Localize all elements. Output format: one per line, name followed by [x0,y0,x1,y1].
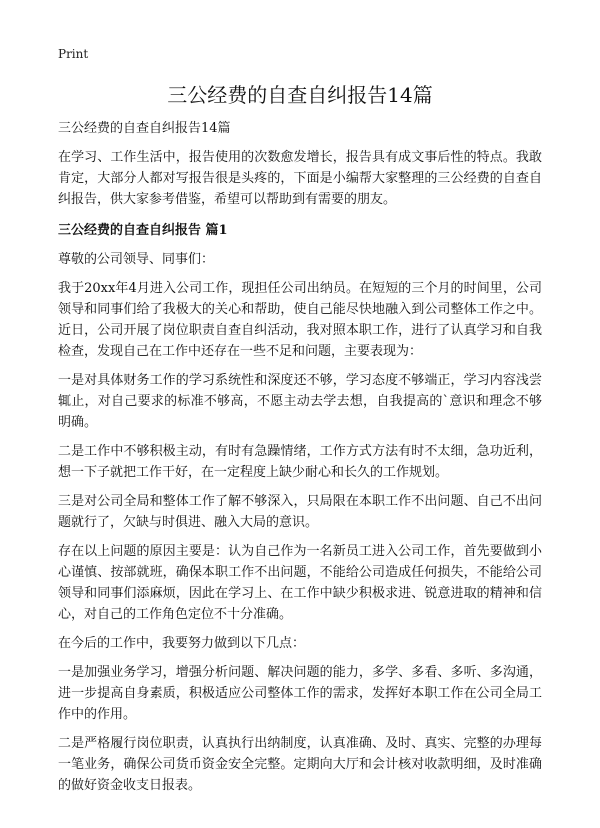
body-paragraph: 一是加强业务学习，增强分析问题、解决问题的能力，多学、多看、多听、多沟通，进一步提高自身素质，积极适应公司整体工作的需求，发挥好本职工作在公司全局工作中的作用。 [58,665,542,722]
body-paragraph: 存在以上问题的原因主要是：认为自己作为一名新员工进入公司工作，首先要做到小心谨慎、按部就班，确保本职工作不出问题，不能给公司造成任何损失，不能给公司领导和同事们添麻烦，因此在学习上、在工作中缺少积极求进、锐意进取的精神和信心，对自己的工作角色定位不十分准确。 [58,544,542,622]
body-paragraph: 在今后的工作中，我要努力做到以下几点： [58,636,306,651]
print-label: Print [58,47,89,61]
body-paragraph: 我于20xx年4月进入公司工作，现担任公司出纳员。在短短的三个月的时间里，公司领导和同事们给了我极大的关心和帮助，使自己能尽快地融入到公司整体工作之中。近日，公司开展了岗位职责自查自纠活动，我对照本职工作，进行了认真学习和自我检查，发现自己在工作中还存在一些不足和问题，主要表现为： [58,281,542,359]
body-paragraph: 二是严格履行岗位职责，认真执行出纳制度，认真准确、及时、真实、完整的办理每一笔业务，确保公司货币资金安全完整。定期向大厅和会计核对收款明细，及时准确的做好资金收支日报表。 [58,736,542,793]
body-paragraph: 二是工作中不够积极主动，有时有急躁情绪，工作方式方法有时不太细，急功近利，想一下子就把工作干好，在一定程度上缺少耐心和长久的工作规划。 [58,444,542,480]
body-paragraph: 三是对公司全局和整体工作了解不够深入，只局限在本职工作不出问题、自己不出问题就行了，欠缺与时俱进、融入大局的意识。 [58,494,542,530]
body-paragraph: 一是对具体财务工作的学习系统性和深度还不够，学习态度不够端正，学习内容浅尝辄止，对自己要求的标准不够高，不愿主动去学去想，自我提高的`意识和理念不够明确。 [58,373,542,430]
section-heading: 三公经费的自查自纠报告 篇1 [58,223,228,238]
document-subtitle: 三公经费的自查自纠报告14篇 [58,121,231,136]
intro-paragraph: 在学习、工作生活中，报告使用的次数愈发增长，报告具有成文事后性的特点。我敢肯定，大部分人都对写报告很是头疼的，下面是小编帮大家整理的三公经费的自查自纠报告，供大家参考借鉴，希望可以帮助到有需要的朋友。 [58,150,542,207]
document-title: 三公经费的自查自纠报告14篇 [167,83,433,107]
salutation-paragraph: 尊敬的公司领导、同事们： [58,252,215,267]
